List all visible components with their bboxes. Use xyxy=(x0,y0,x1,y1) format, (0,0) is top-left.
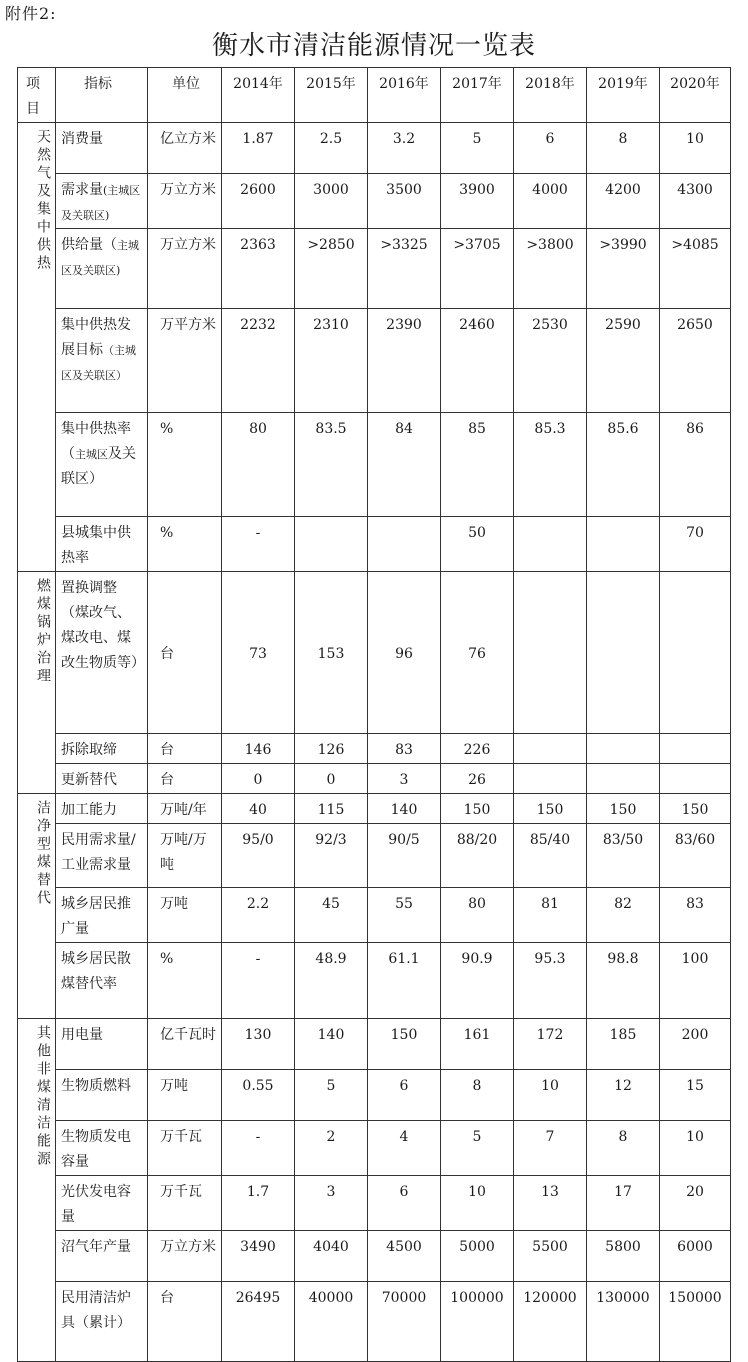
value-cell: 20 xyxy=(660,1176,731,1231)
value-cell: 83.5 xyxy=(295,413,368,517)
value-cell: >4085 xyxy=(660,229,731,309)
indicator-cell xyxy=(56,174,148,229)
value-cell: 82 xyxy=(587,888,660,943)
value-cell: 100000 xyxy=(441,1282,514,1362)
value-cell: 3 xyxy=(368,764,441,794)
value-cell: 115 xyxy=(295,794,368,824)
value-cell: 86 xyxy=(660,413,731,517)
value-cell: 140 xyxy=(295,1019,368,1070)
value-cell: 83/50 xyxy=(587,824,660,888)
value-cell: 95/0 xyxy=(222,824,295,888)
header-year: 2019年 xyxy=(587,68,660,123)
value-cell: 2 xyxy=(295,1121,368,1176)
value-cell: 6 xyxy=(514,123,587,174)
value-cell: >3990 xyxy=(587,229,660,309)
value-cell: 1.7 xyxy=(222,1176,295,1231)
value-cell xyxy=(660,764,731,794)
value-cell: 83 xyxy=(368,734,441,764)
value-cell xyxy=(368,517,441,572)
value-cell: 6 xyxy=(368,1176,441,1231)
value-cell: 2310 xyxy=(295,309,368,413)
unit-cell: 亿千瓦时 xyxy=(148,1019,222,1070)
value-cell: 8 xyxy=(587,123,660,174)
value-cell: 3490 xyxy=(222,1231,295,1282)
value-cell: 17 xyxy=(587,1176,660,1231)
table-row xyxy=(18,517,731,572)
category-cell: 其他非煤清洁能源 xyxy=(18,1019,56,1362)
value-cell xyxy=(587,572,660,734)
unit-cell: % xyxy=(148,413,222,517)
indicator-cell xyxy=(56,824,148,888)
value-cell: 3.2 xyxy=(368,123,441,174)
indicator-cell xyxy=(56,1231,148,1282)
value-cell: 4200 xyxy=(587,174,660,229)
value-cell: 5 xyxy=(295,1070,368,1121)
value-cell: 80 xyxy=(441,888,514,943)
value-cell: 80 xyxy=(222,413,295,517)
indicator-note: (主城区及关联区) xyxy=(61,184,141,222)
value-cell: 6000 xyxy=(660,1231,731,1282)
header-year: 2018年 xyxy=(514,68,587,123)
indicator-label: 沼气年产量 xyxy=(61,1239,131,1255)
value-cell: 76 xyxy=(441,572,514,734)
unit-cell: 万吨/年 xyxy=(148,794,222,824)
header-year: 2017年 xyxy=(441,68,514,123)
value-cell: 120000 xyxy=(514,1282,587,1362)
value-cell: 3900 xyxy=(441,174,514,229)
value-cell: 85.3 xyxy=(514,413,587,517)
indicator-label-tail: 及关联区） xyxy=(61,446,136,487)
table-row xyxy=(18,1176,731,1231)
value-cell: 0 xyxy=(295,764,368,794)
value-cell: 146 xyxy=(222,734,295,764)
indicator-cell xyxy=(56,888,148,943)
indicator-label: 加工能力 xyxy=(61,802,117,818)
indicator-cell xyxy=(56,1070,148,1121)
value-cell: 85 xyxy=(441,413,514,517)
unit-cell: 万千瓦 xyxy=(148,1176,222,1231)
unit-cell: 万千瓦 xyxy=(148,1121,222,1176)
indicator-label: 集中供热发展目标 xyxy=(61,317,131,358)
table-row xyxy=(18,1231,731,1282)
indicator-cell xyxy=(56,123,148,174)
indicator-label: 光伏发电容量 xyxy=(61,1184,131,1225)
value-cell xyxy=(514,517,587,572)
indicator-cell xyxy=(56,517,148,572)
attachment-label: 附件2: xyxy=(5,4,57,23)
value-cell: 185 xyxy=(587,1019,660,1070)
value-cell: 4000 xyxy=(514,174,587,229)
value-cell: 84 xyxy=(368,413,441,517)
value-cell: 85.6 xyxy=(587,413,660,517)
value-cell: 2600 xyxy=(222,174,295,229)
value-cell: 26 xyxy=(441,764,514,794)
value-cell xyxy=(587,517,660,572)
value-cell: 150 xyxy=(587,794,660,824)
table-row xyxy=(18,229,731,309)
indicator-cell xyxy=(56,1121,148,1176)
table-row xyxy=(18,764,731,794)
value-cell: 10 xyxy=(660,1121,731,1176)
value-cell: 4500 xyxy=(368,1231,441,1282)
value-cell: 4 xyxy=(368,1121,441,1176)
indicator-label: 置换调整（煤改气、煤改电、煤改生物质等） xyxy=(61,580,145,671)
table-row xyxy=(18,174,731,229)
table-row xyxy=(18,794,731,824)
unit-cell: 台 xyxy=(148,1282,222,1362)
value-cell: - xyxy=(222,1121,295,1176)
value-cell: 130 xyxy=(222,1019,295,1070)
indicator-cell xyxy=(56,1019,148,1070)
value-cell: 98.8 xyxy=(587,943,660,1019)
value-cell xyxy=(660,572,731,734)
table-row xyxy=(18,413,731,517)
category-cell: 燃煤锅炉治理 xyxy=(18,572,56,794)
value-cell xyxy=(587,764,660,794)
document-title: 衡水市清洁能源情况一览表 xyxy=(211,31,536,61)
unit-cell: % xyxy=(148,943,222,1019)
value-cell: 226 xyxy=(441,734,514,764)
table-row xyxy=(18,1282,731,1362)
value-cell: 70 xyxy=(660,517,731,572)
category-cell: 洁净型煤替代 xyxy=(18,794,56,1019)
value-cell: 0.55 xyxy=(222,1070,295,1121)
value-cell: >3800 xyxy=(514,229,587,309)
energy-table xyxy=(17,67,731,1362)
value-cell xyxy=(660,734,731,764)
indicator-label: 消费量 xyxy=(61,131,103,147)
value-cell: 2460 xyxy=(441,309,514,413)
value-cell: 2650 xyxy=(660,309,731,413)
value-cell: 2590 xyxy=(587,309,660,413)
category-cell: 天然气及集中供热 xyxy=(18,123,56,572)
value-cell: 5500 xyxy=(514,1231,587,1282)
unit-cell: 万立方米 xyxy=(148,1231,222,1282)
value-cell: 4300 xyxy=(660,174,731,229)
unit-cell: 台 xyxy=(148,572,222,734)
unit-cell: 万立方米 xyxy=(148,229,222,309)
indicator-label: 民用需求量/工业需求量 xyxy=(61,832,136,873)
value-cell: 90.9 xyxy=(441,943,514,1019)
unit-cell: 台 xyxy=(148,764,222,794)
table-row xyxy=(18,888,731,943)
value-cell: 55 xyxy=(368,888,441,943)
indicator-cell xyxy=(56,413,148,517)
value-cell: 172 xyxy=(514,1019,587,1070)
value-cell: 40000 xyxy=(295,1282,368,1362)
value-cell: 90/5 xyxy=(368,824,441,888)
value-cell: 12 xyxy=(587,1070,660,1121)
indicator-label: 县城集中供热率 xyxy=(61,525,131,566)
value-cell: 2390 xyxy=(368,309,441,413)
value-cell: 83/60 xyxy=(660,824,731,888)
indicator-label: 民用清洁炉具（累计） xyxy=(61,1290,131,1331)
value-cell: 48.9 xyxy=(295,943,368,1019)
indicator-label: 供给量（ xyxy=(61,237,117,253)
header-row xyxy=(18,68,731,123)
header-year: 2016年 xyxy=(368,68,441,123)
header-year: 2014年 xyxy=(222,68,295,123)
value-cell: 5 xyxy=(441,1121,514,1176)
value-cell: 50 xyxy=(441,517,514,572)
value-cell: 5 xyxy=(441,123,514,174)
value-cell: 88/20 xyxy=(441,824,514,888)
value-cell: 153 xyxy=(295,572,368,734)
value-cell xyxy=(514,734,587,764)
value-cell: 8 xyxy=(587,1121,660,1176)
indicator-label: 城乡居民推广量 xyxy=(61,896,131,937)
value-cell: 150 xyxy=(441,794,514,824)
value-cell: 2530 xyxy=(514,309,587,413)
indicator-note: （主城区及关联区） xyxy=(61,344,136,382)
value-cell: 2232 xyxy=(222,309,295,413)
value-cell: 85/40 xyxy=(514,824,587,888)
value-cell: - xyxy=(222,943,295,1019)
value-cell: 3500 xyxy=(368,174,441,229)
indicator-label: 生物质发电容量 xyxy=(61,1129,131,1170)
value-cell: 10 xyxy=(441,1176,514,1231)
indicator-note: 主城区 xyxy=(75,448,108,461)
value-cell: 2363 xyxy=(222,229,295,309)
indicator-label: 拆除取缔 xyxy=(61,742,117,758)
value-cell: 83 xyxy=(660,888,731,943)
header-year: 2015年 xyxy=(295,68,368,123)
value-cell: 150 xyxy=(368,1019,441,1070)
header-year: 2020年 xyxy=(660,68,731,123)
value-cell: 150 xyxy=(514,794,587,824)
indicator-label: 城乡居民散煤替代率 xyxy=(61,951,131,992)
table-row xyxy=(18,572,731,734)
value-cell: 70000 xyxy=(368,1282,441,1362)
indicator-label: 集中供热率（ xyxy=(61,421,131,462)
value-cell: 40 xyxy=(222,794,295,824)
value-cell xyxy=(514,572,587,734)
value-cell: 140 xyxy=(368,794,441,824)
value-cell xyxy=(295,517,368,572)
indicator-cell xyxy=(56,309,148,413)
indicator-note: 主城区及关联区) xyxy=(61,239,139,277)
header-unit: 单位 xyxy=(148,68,222,123)
value-cell: 6 xyxy=(368,1070,441,1121)
value-cell: 45 xyxy=(295,888,368,943)
value-cell: 150 xyxy=(660,794,731,824)
unit-cell: % xyxy=(148,517,222,572)
value-cell: 2.2 xyxy=(222,888,295,943)
value-cell: 5800 xyxy=(587,1231,660,1282)
indicator-cell xyxy=(56,764,148,794)
value-cell: 8 xyxy=(441,1070,514,1121)
indicator-cell xyxy=(56,734,148,764)
indicator-cell xyxy=(56,794,148,824)
value-cell: 5000 xyxy=(441,1231,514,1282)
table-row xyxy=(18,824,731,888)
unit-cell: 万立方米 xyxy=(148,174,222,229)
indicator-cell xyxy=(56,229,148,309)
header-indicator: 指标 xyxy=(56,68,148,123)
value-cell: 61.1 xyxy=(368,943,441,1019)
table-row xyxy=(18,123,731,174)
table-row xyxy=(18,1070,731,1121)
value-cell: 96 xyxy=(368,572,441,734)
indicator-cell xyxy=(56,943,148,1019)
value-cell: 26495 xyxy=(222,1282,295,1362)
indicator-label: 更新替代 xyxy=(61,772,117,788)
value-cell: 7 xyxy=(514,1121,587,1176)
value-cell xyxy=(514,764,587,794)
value-cell: - xyxy=(222,517,295,572)
value-cell: >2850 xyxy=(295,229,368,309)
value-cell: 10 xyxy=(660,123,731,174)
indicator-label: 生物质燃料 xyxy=(61,1078,131,1094)
unit-cell: 台 xyxy=(148,734,222,764)
value-cell: 200 xyxy=(660,1019,731,1070)
value-cell: 161 xyxy=(441,1019,514,1070)
value-cell: 81 xyxy=(514,888,587,943)
value-cell: 15 xyxy=(660,1070,731,1121)
value-cell: 4040 xyxy=(295,1231,368,1282)
unit-cell: 亿立方米 xyxy=(148,123,222,174)
value-cell: 130000 xyxy=(587,1282,660,1362)
unit-cell: 万吨 xyxy=(148,888,222,943)
indicator-label: 需求量 xyxy=(61,182,103,198)
value-cell: 3 xyxy=(295,1176,368,1231)
table-row xyxy=(18,1019,731,1070)
value-cell xyxy=(587,734,660,764)
value-cell: 73 xyxy=(222,572,295,734)
unit-cell: 万平方米 xyxy=(148,309,222,413)
value-cell: 100 xyxy=(660,943,731,1019)
header-category: 项目 xyxy=(18,68,56,123)
unit-cell: 万吨/万吨 xyxy=(148,824,222,888)
indicator-label: 用电量 xyxy=(61,1027,103,1043)
value-cell: 92/3 xyxy=(295,824,368,888)
indicator-cell xyxy=(56,572,148,734)
value-cell: 10 xyxy=(514,1070,587,1121)
table-row xyxy=(18,943,731,1019)
value-cell: 1.87 xyxy=(222,123,295,174)
indicator-cell xyxy=(56,1176,148,1231)
table-row xyxy=(18,1121,731,1176)
value-cell: >3705 xyxy=(441,229,514,309)
table-row xyxy=(18,309,731,413)
value-cell: 95.3 xyxy=(514,943,587,1019)
value-cell: 126 xyxy=(295,734,368,764)
unit-cell: 万吨 xyxy=(148,1070,222,1121)
indicator-cell xyxy=(56,1282,148,1362)
value-cell: 0 xyxy=(222,764,295,794)
value-cell: 3000 xyxy=(295,174,368,229)
value-cell: 13 xyxy=(514,1176,587,1231)
value-cell: 150000 xyxy=(660,1282,731,1362)
value-cell: >3325 xyxy=(368,229,441,309)
table-row xyxy=(18,734,731,764)
value-cell: 2.5 xyxy=(295,123,368,174)
